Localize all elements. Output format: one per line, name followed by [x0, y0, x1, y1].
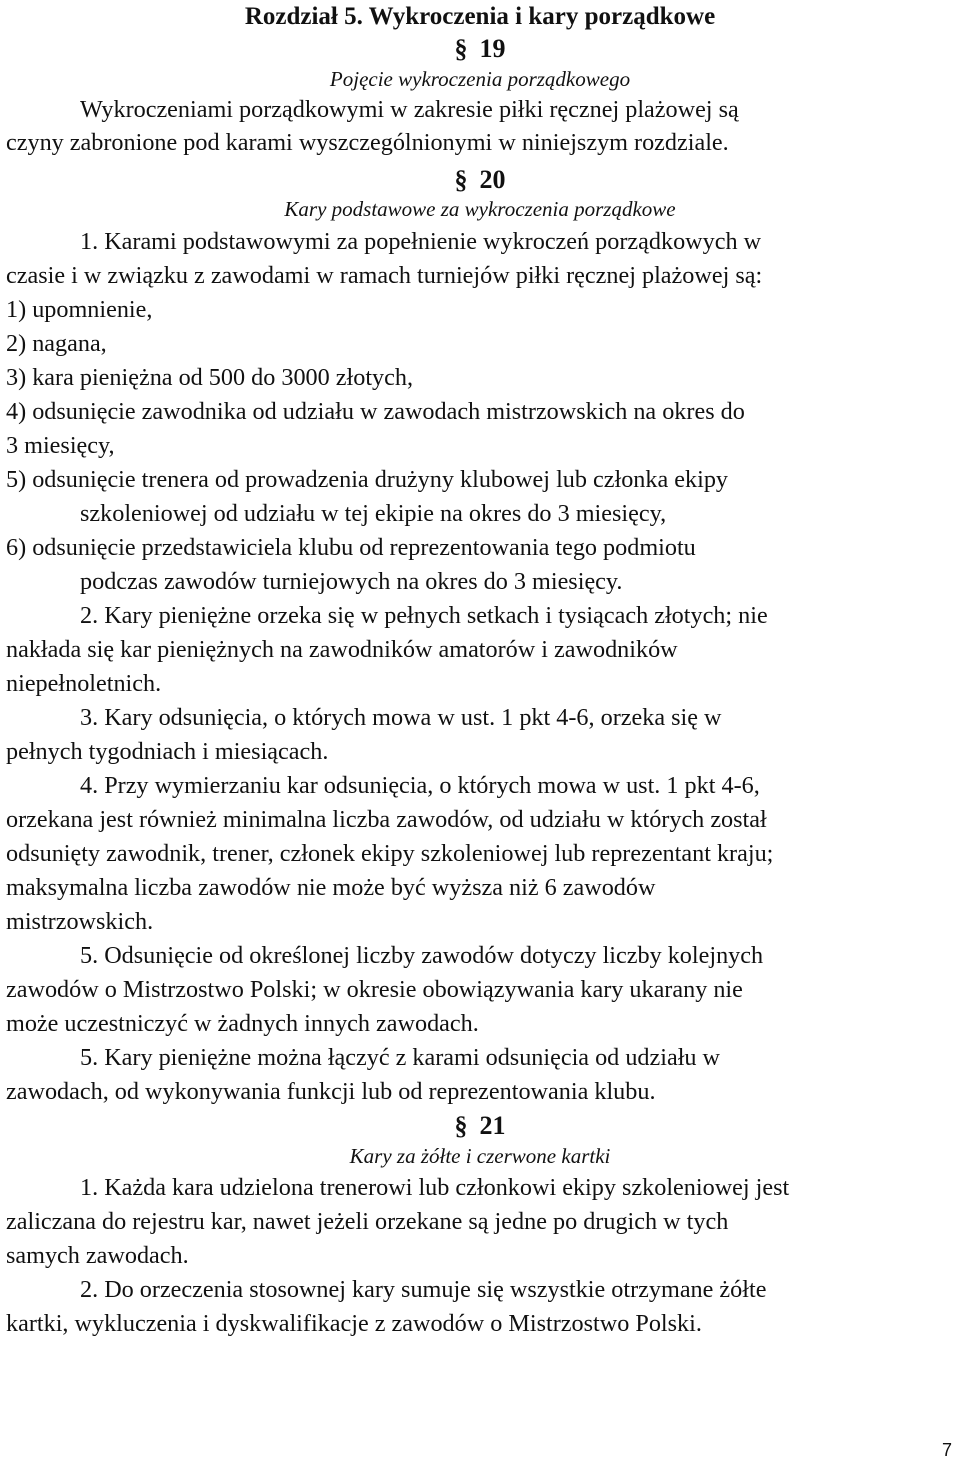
- text-line: 2. Do orzeczenia stosownej kary sumuje się wszystkie otrzymane żółte: [80, 1276, 767, 1303]
- section-sign: §: [454, 34, 468, 63]
- section-sign: §: [454, 1111, 468, 1140]
- text-line: zawodów o Mistrzostwo Polski; w okresie obowiązywania kary ukarany nie: [6, 976, 743, 1003]
- list-item-continuation: podczas zawodów turniejowych na okres do 3 miesięcy.: [80, 568, 623, 595]
- text-line: czasie i w związku z zawodami w ramach turniejów piłki ręcznej plażowej są:: [6, 262, 763, 289]
- page-number: 7: [941, 1440, 952, 1460]
- list-item-continuation: 3 miesięcy,: [6, 432, 115, 459]
- text-line: 3. Kary odsunięcia, o których mowa w ust. 1 pkt 4-6, orzeka się w: [80, 704, 722, 731]
- list-item: 4) odsunięcie zawodnika od udziału w zawodach mistrzowskich na okres do: [6, 398, 745, 425]
- text-line: 5. Odsunięcie od określonej liczby zawodów dotyczy liczby kolejnych: [80, 942, 764, 969]
- section-subtitle: Kary podstawowe za wykroczenia porządkowe: [284, 197, 676, 221]
- text-line: 1. Karami podstawowymi za popełnienie wykroczeń porządkowych w: [80, 228, 762, 255]
- text-line: maksymalna liczba zawodów nie może być wyższa niż 6 zawodów: [6, 874, 656, 901]
- section-subtitle: Pojęcie wykroczenia porządkowego: [329, 67, 631, 91]
- section-subtitle: Kary za żółte i czerwone kartki: [349, 1144, 611, 1168]
- section-heading-20: [0, 163, 960, 196]
- text-line: pełnych tygodniach i miesiącach.: [6, 738, 329, 765]
- text-line: 1. Każda kara udzielona trenerowi lub członkowi ekipy szkoleniowej jest: [80, 1174, 790, 1201]
- text-line: Wykroczeniami porządkowymi w zakresie piłki ręcznej plażowej są: [80, 96, 739, 123]
- chapter-title: Rozdział 5. Wykroczenia i kary porządkowe: [244, 3, 716, 30]
- list-item-continuation: szkoleniowej od udziału w tej ekipie na okres do 3 miesięcy,: [80, 500, 667, 527]
- text-line: orzekana jest również minimalna liczba zawodów, od udziału w których został: [6, 806, 767, 833]
- text-line: może uczestniczyć w żadnych innych zawodach.: [6, 1010, 479, 1037]
- list-item: 5) odsunięcie trenera od prowadzenia drużyny klubowej lub członka ekipy: [6, 466, 729, 493]
- text-line: 5. Kary pieniężne można łączyć z karami odsunięcia od udziału w: [80, 1044, 721, 1071]
- list-item: 6) odsunięcie przedstawiciela klubu od reprezentowania tego podmiotu: [6, 534, 696, 561]
- text-line: zaliczana do rejestru kar, nawet jeżeli orzekane są jedne po drugich w tych: [6, 1208, 729, 1235]
- section-number: 19: [479, 34, 506, 63]
- text-line: mistrzowskich.: [6, 908, 154, 935]
- text-line: czyny zabronione pod karami wyszczególnionymi w niniejszym rozdziale.: [6, 129, 729, 156]
- text-line: nakłada się kar pieniężnych na zawodników amatorów i zawodników: [6, 636, 678, 663]
- text-line: niepełnoletnich.: [6, 670, 162, 697]
- text-line: 4. Przy wymierzaniu kar odsunięcia, o których mowa w ust. 1 pkt 4-6,: [80, 772, 760, 799]
- text-line: samych zawodach.: [6, 1242, 189, 1269]
- list-item: 3) kara pieniężna od 500 do 3000 złotych,: [6, 364, 414, 391]
- text-line: 2. Kary pieniężne orzeka się w pełnych setkach i tysiącach złotych; nie: [80, 602, 768, 629]
- list-item: 2) nagana,: [6, 330, 107, 357]
- section-heading-21: [0, 1109, 960, 1142]
- text-line: kartki, wykluczenia i dyskwalifikacje z zawodów o Mistrzostwo Polski.: [6, 1310, 702, 1337]
- list-item: 1) upomnienie,: [6, 296, 153, 323]
- text-line: odsunięty zawodnik, trener, członek ekipy szkoleniowej lub reprezentant kraju;: [6, 840, 774, 867]
- text-line: zawodach, od wykonywania funkcji lub od reprezentowania klubu.: [6, 1078, 656, 1105]
- section-number: 21: [479, 1111, 506, 1140]
- section-number: 20: [479, 165, 506, 194]
- section-heading-19: [0, 32, 960, 65]
- section-sign: §: [454, 165, 468, 194]
